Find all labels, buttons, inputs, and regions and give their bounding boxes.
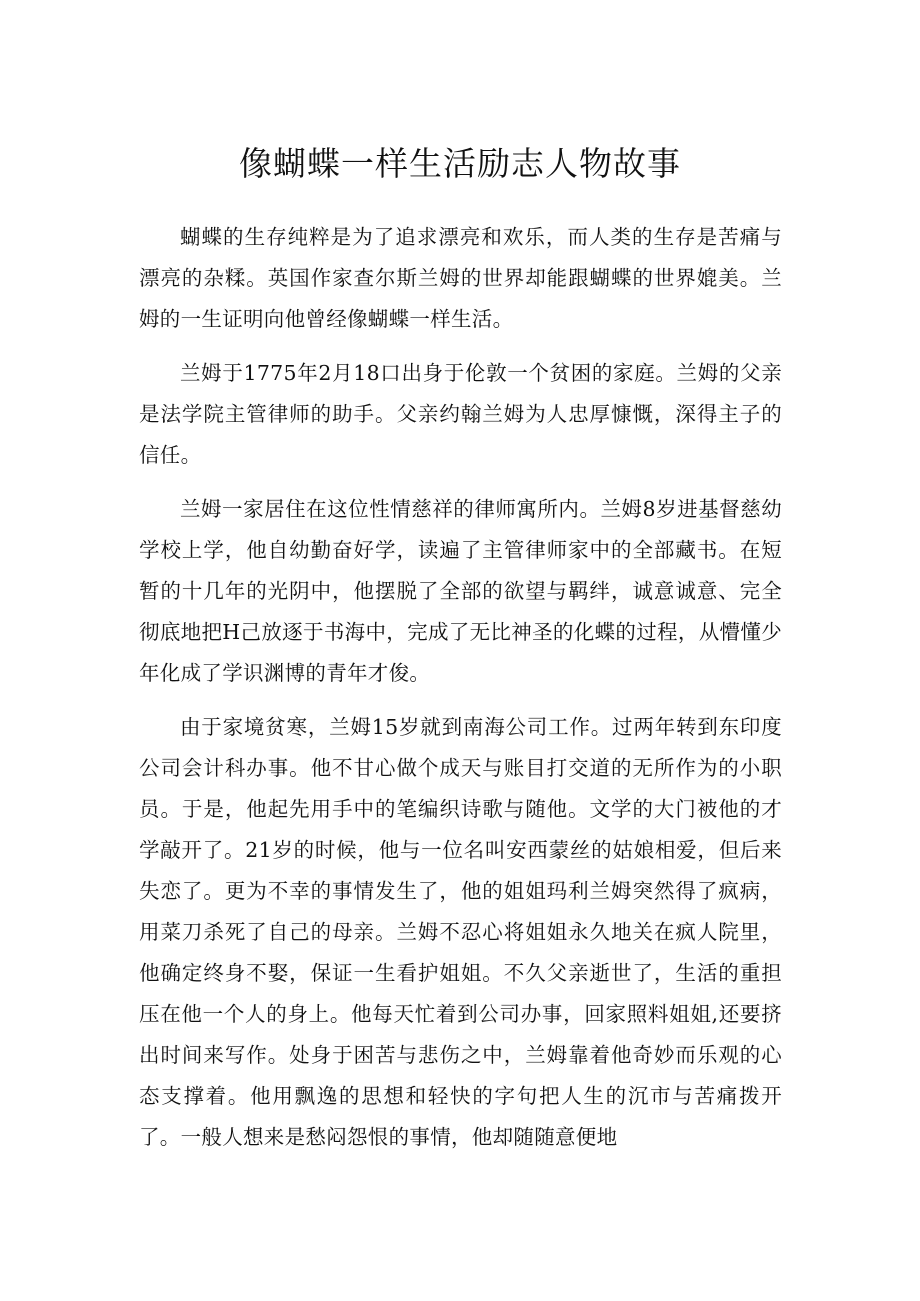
paragraph-1: 蝴蝶的生存纯粹是为了追求漂亮和欢乐，而人类的生存是苦痛与漂亮的杂糅。英国作家查尔斯兰姆的世界却能跟蝴蝶的世界媲美。兰姆的一生证明向他曾经像蝴蝶一样生活。 xyxy=(139,225,782,331)
article-body xyxy=(139,217,782,1171)
paragraph-3: 兰姆一家居住在这位性情慈祥的律师寓所内。兰姆8岁进基督慈幼学校上学，他自幼勤奋好学，读遍了主管律师家中的全部藏书。在短暂的十几年的光阴中，他摆脱了全部的欲望与羁绊，诚意诚意、完全彻底地把H己放逐于书海中，完成了无比神圣的化蝶的过程，从懵懂少年化成了学识渊博的青年才俊。 xyxy=(139,497,782,685)
page-title: 像蝴蝶一样生活励志人物故事 xyxy=(239,144,681,183)
paragraph-4: 由于家境贫寒，兰姆15岁就到南海公司工作。过两年转到东印度公司会计科办事。他不甘心做个成天与账目打交道的无所作为的小职员。于是，他起先用手中的笔编织诗歌与随他。文学的大门被他的才学敲开了。21岁的时候，他与一位名叫安西蒙丝的姑娘相爱，但后来失恋了。更为不幸的事情发生了，他的姐姐玛利兰姆突然得了疯病，用菜刀杀死了自己的母亲。兰姆不忍心将姐姐永久地关在疯人院里，他确定终身不娶，保证一生看护姐姐。不久父亲逝世了，生活的重担压在他一个人的身上。他每天忙着到公司办事，回家照料姐姐,还要挤出时间来写作。处身于困苦与悲伤之中，兰姆靠着他奇妙而乐观的心态支撑着。他用飘逸的思想和轻快的字句把人生的沉市与苦痛拨开了。一般人想来是愁闷怨恨的事情，他却随随意便地 xyxy=(139,715,782,1149)
paragraph-2: 兰姆于1775年2月18口出身于伦敦一个贫困的家庭。兰姆的父亲是法学院主管律师的助手。父亲约翰兰姆为人忠厚慷慨，深得主子的信任。 xyxy=(139,361,782,467)
